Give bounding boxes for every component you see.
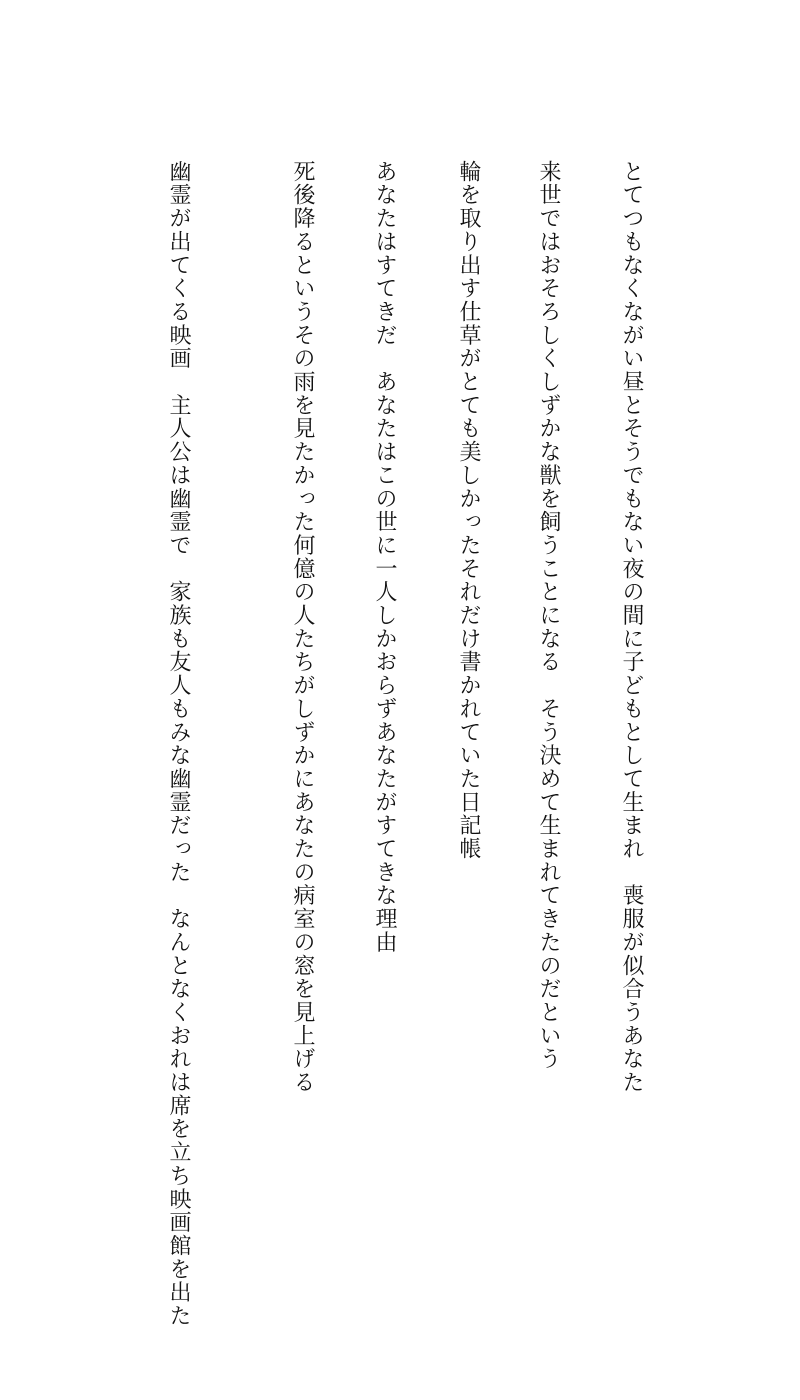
poem-line-3: 輪を取り出す仕草がとても美しかったそれだけ書かれていた日記帳 [456,160,481,861]
poem-line-2: 来世ではおそろしくしずかな獣を飼うことになる そう決めて生まれてきたのだという [536,160,561,1071]
poem-line-4: あなたはすてきだ あなたはこの世に一人しかおらずあなたがすてきな理由 [372,160,397,954]
poem-line-5: 死後降るというその雨を見たかった何億の人たちがしずかにあなたの病室の窓を見上げる [290,160,315,1094]
poem-line-6: 幽霊が出てくる映画 主人公は幽霊で 家族も友人もみな幽霊だった なんとなくおれは席を立ち映画館を出た [166,160,191,1328]
poem-line-1: とてつもなくながい昼とそうでもない夜の間に子どもとして生まれ 喪服が似合うあなた [619,160,644,1094]
